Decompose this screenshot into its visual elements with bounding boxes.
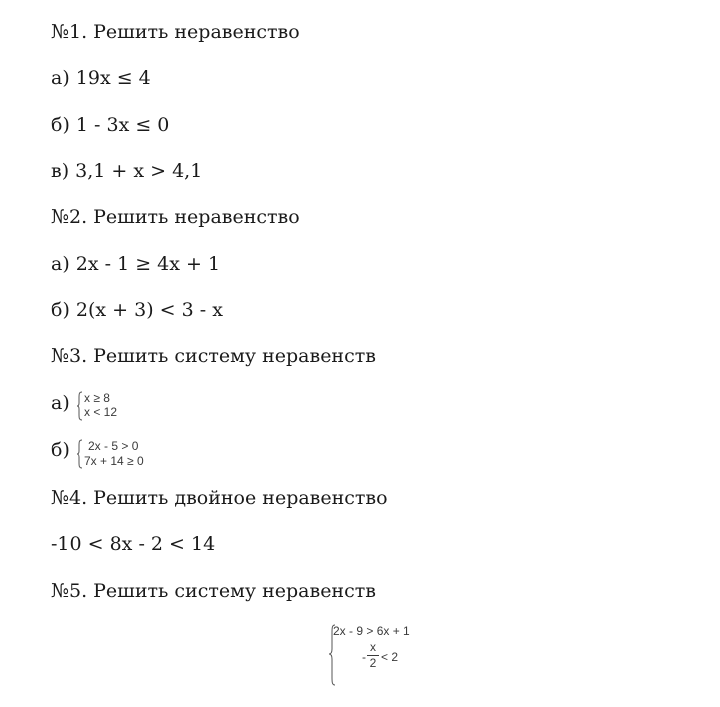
curly-brace-icon xyxy=(76,391,84,421)
task5-row2-minus: - xyxy=(362,650,366,664)
task3-a-row1: x ≥ 8 xyxy=(84,391,110,405)
fraction-denominator: 2 xyxy=(369,656,377,670)
task4-title: №4. Решить двойное неравенство xyxy=(51,487,388,509)
task5-row2-rhs: < 2 xyxy=(381,650,399,664)
fraction-numerator: x xyxy=(370,640,376,654)
task3-b-row2: 7x + 14 ≥ 0 xyxy=(84,454,144,468)
task1-item-c: в) 3,1 + x > 4,1 xyxy=(51,160,203,182)
task2-item-a: а) 2x - 1 ≥ 4x + 1 xyxy=(51,253,221,275)
task4-expression: -10 < 8x - 2 < 14 xyxy=(51,533,216,555)
task5-fraction xyxy=(367,641,379,670)
task1-title: №1. Решить неравенство xyxy=(51,21,300,43)
task3-a-row2: x < 12 xyxy=(84,405,118,419)
task3-system-a xyxy=(76,391,136,421)
task2-item-b: б) 2(x + 3) < 3 - x xyxy=(51,299,223,321)
task5-title: №5. Решить систему неравенств xyxy=(51,580,376,602)
task5-row1: 2x - 9 > 6x + 1 xyxy=(333,624,410,638)
task1-item-b: б) 1 - 3x ≤ 0 xyxy=(51,114,170,136)
task3-b-row1: 2x - 5 > 0 xyxy=(88,439,139,453)
task2-title: №2. Решить неравенство xyxy=(51,206,300,228)
task3-system-b xyxy=(76,438,166,470)
task3-item-b-label: б) xyxy=(51,439,70,461)
task3-title: №3. Решить систему неравенств xyxy=(51,345,376,367)
task3-item-a-label: а) xyxy=(51,392,70,414)
task5-system xyxy=(327,623,437,687)
curly-brace-icon xyxy=(76,438,84,470)
task1-item-a: а) 19x ≤ 4 xyxy=(51,67,151,89)
